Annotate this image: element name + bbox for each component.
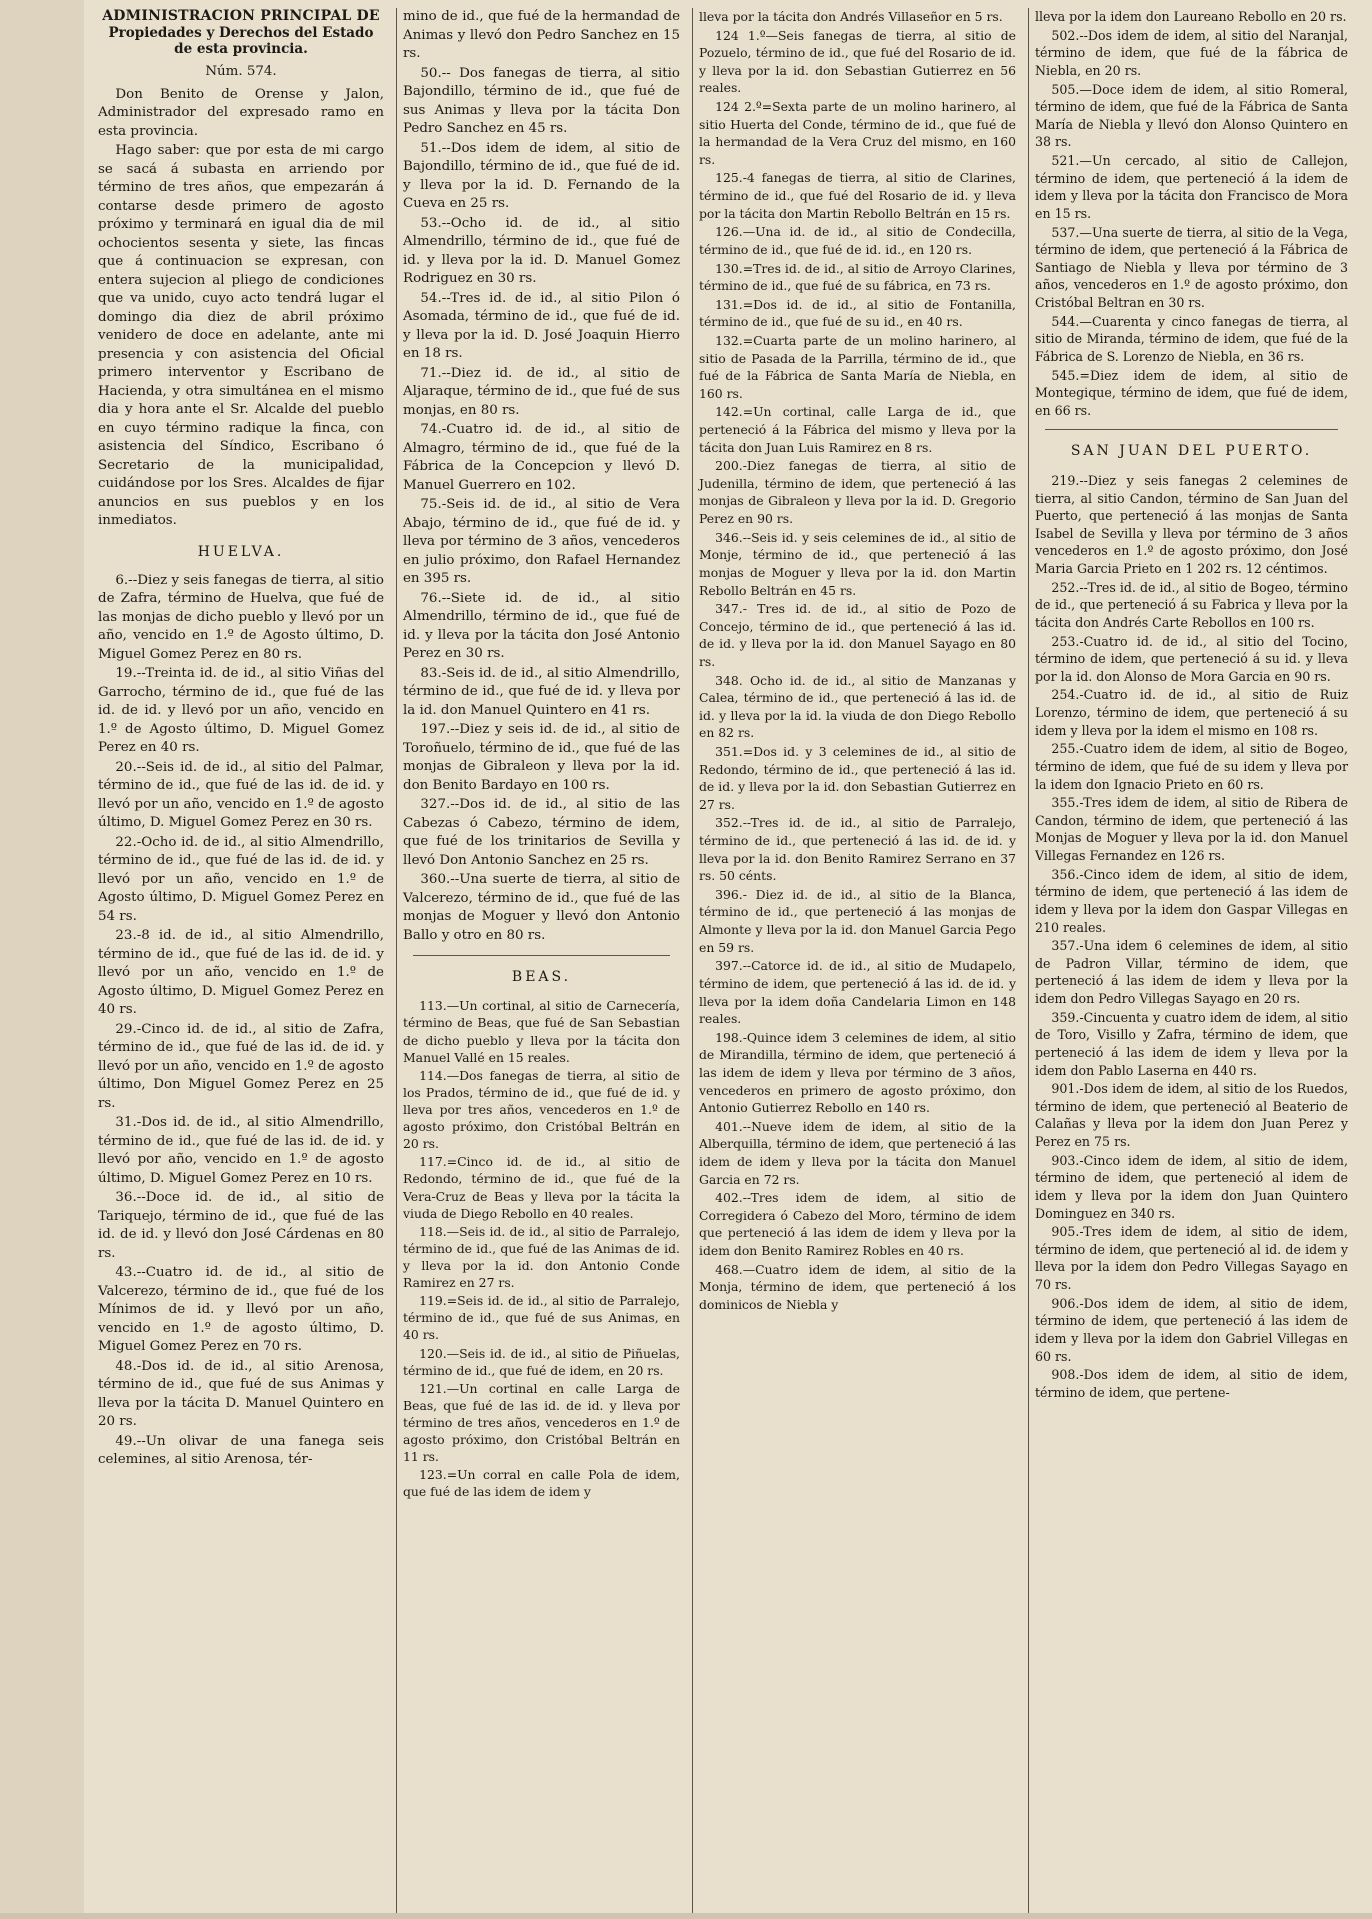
column-1 (92, 8, 390, 1913)
property-entry: 521.—Un cercado, al sitio de Callejon, término de idem, que perteneció á la idem de idem y lleva por la tácita don Francisco de Mora en 15 rs. (1035, 153, 1348, 221)
property-entry: 252.--Tres id. de id., al sitio de Bogeo, término de id., que perteneció á su Fabrica y lleva por la tácita don Andrés Carte Rebollos en 100 rs. (1035, 579, 1348, 630)
property-entry: 544.—Cuarenta y cinco fanegas de tierra, al sitio de Miranda, término de idem, que fué de la Fábrica de S. Lorenzo de Niebla, en 36 rs. (1035, 313, 1348, 364)
column-3 (692, 8, 1022, 1913)
property-entry: 74.-Cuatro id. de id., al sitio de Almagro, término de id., que fué de la Fábrica de la Concepcion y llevó D. Manuel Guerrero en 102. (403, 422, 680, 493)
property-entry: 36.--Doce id. de id., al sitio de Tariquejo, término de id., que fué de las id. de id. y llevó don José Cárdenas en 80 rs. (98, 1190, 384, 1261)
property-entry: 29.-Cinco id. de id., al sitio de Zafra, término de id., que fué de las id. de id. y llevó por un año, vencido en 1.º de agosto último, Don Miguel Gomez Perez en 25 rs. (98, 1021, 384, 1111)
property-entry: 360.--Una suerte de tierra, al sitio de Valcerezo, término de id., que fué de las monjas de Moguer y llevó don Antonio Ballo y otro en 80 rs. (403, 872, 680, 943)
property-entry: 119.=Seis id. de id., al sitio de Parralejo, término de id., que fué de sus Animas, en 40 rs. (403, 1293, 680, 1343)
property-entry: 125.-4 fanegas de tierra, al sitio de Clarines, término de id., que fué del Rosario de id. y lleva por la tácita don Martin Rebollo Beltrán en 15 rs. (699, 170, 1016, 221)
property-entry: 537.—Una suerte de tierra, al sitio de la Vega, término de idem, que perteneció á la Fábrica de Santiago de Niebla y lleva por término de 3 años, vencederos en 1.º de agosto próximo, don Cristóbal Beltran en 30 rs. (1035, 224, 1348, 310)
column-4 (1028, 8, 1354, 1913)
property-entry: 6.--Diez y seis fanegas de tierra, al sitio de Zafra, término de Huelva, que fué de las monjas de dicho pueblo y llevó por un año, vencido en 1.º de Agosto último, D. Miguel Gomez Perez en 80 rs. (98, 572, 384, 662)
property-entry: 908.-Dos idem de idem, al sitio de idem, término de idem, que pertene- (1035, 1367, 1348, 1400)
property-entry: 545.=Diez idem de idem, al sitio de Montegique, término de idem, que fué de idem, en 66 rs. (1035, 367, 1348, 418)
page-left-margin (0, 0, 84, 1919)
property-entry: 124 2.º=Sexta parte de un molino harinero, al sitio Huerta del Conde, término de id., que fué de la hermandad de la Vera Cruz del mismo, en 160 rs. (699, 99, 1016, 167)
property-entry: 253.-Cuatro id. de id., al sitio del Tocino, término de idem, que perteneció á su id. y lleva por la id. don Alonso de Mora Garcia en 90 rs. (1035, 633, 1348, 684)
property-entry: 22.-Ocho id. de id., al sitio Almendrillo, término de id., que fué de las id. de id. y llevó por un año, vencido en 1.º de Agosto último, D. Miguel Gomez Perez en 54 rs. (98, 834, 384, 924)
property-entry: 118.—Seis id. de id., al sitio de Parralejo, término de id., que fué de las Animas de id. y lleva por la id. don Antonio Conde Ramirez en 27 rs. (403, 1223, 680, 1291)
property-entry: 505.—Doce idem de idem, al sitio Romeral, término de idem, que fué de la Fábrica de Santa María de Niebla y llevó don Alonso Quintero en 38 rs. (1035, 81, 1348, 150)
property-entry: 48.-Dos id. de id., al sitio Arenosa, término de id., que fué de sus Animas y lleva por la tácita D. Manuel Quintero en 20 rs. (98, 1358, 384, 1430)
property-entry: 197.--Diez y seis id. de id., al sitio de Toroñuelo, término de id., que fué de las monjas de Gibraleon y lleva por la id. don Benito Bardayo en 100 rs. (403, 722, 680, 793)
property-entry: mino de id., que fué de la hermandad de Animas y llevó don Pedro Sanchez en 15 rs. (403, 9, 680, 61)
property-entry: 397.--Catorce id. de id., al sitio de Mudapelo, término de idem, que perteneció á las id. de id. y lleva por la idem doña Candelaria Limon en 148 reales. (699, 958, 1016, 1027)
property-entry: 132.=Cuarta parte de un molino harinero, al sitio de Pasada de la Parrilla, término de id., que fué de la Fábrica de Santa María de Niebla, en 160 rs. (699, 332, 1016, 401)
section-divider (413, 955, 670, 956)
property-entry: 396.- Diez id. de id., al sitio de la Blanca, término de id., que perteneció á las monjas de Almonte y lleva por la id. don Manuel Garcia Pego en 59 rs. (699, 886, 1016, 955)
property-entry: 113.—Un cortinal, al sitio de Carnecería, término de Beas, que fué de San Sebastian de dicho pueblo y lleva por la tácita don Manuel Vallé en 15 reales. (403, 998, 680, 1065)
section-title-beas: BEAS. (511, 969, 572, 985)
property-entry: 83.-Seis id. de id., al sitio Almendrillo, término de id., que fué de id. y lleva por la id. don Manuel Quintero en 41 rs. (403, 665, 680, 718)
property-entry: 53.--Ocho id. de id., al sitio Almendrillo, término de id., que fué de id. y lleva por la id. D. Manuel Gomez Rodriguez en 30 rs. (403, 215, 680, 286)
property-entry: 126.—Una id. de id., al sitio de Condecilla, término de id., que fué de id. id., en 120 rs. (699, 224, 1016, 257)
property-entry: 352.--Tres id. de id., al sitio de Parralejo, término de id., que perteneció á las id. de id. y lleva por la id. don Benito Ramirez Serrano en 37 rs. 50 cénts. (699, 815, 1016, 884)
property-entry: 359.-Cincuenta y cuatro idem de idem, al sitio de Toro, Visillo y Zafra, término de idem, que perteneció á las idem de idem y lleva por la idem don Pablo Laserna en 440 rs. (1035, 1009, 1348, 1078)
property-entry: 198.-Quince idem 3 celemines de idem, al sitio de Mirandilla, término de idem, que perteneció á las idem de idem y lleva por término de 3 años, vencederos en primero de agosto próximo, don Antonio Gutierrez Rebollo en 140 rs. (699, 1029, 1016, 1116)
notice-number: Núm. 574. (205, 64, 277, 80)
section-title-san-juan: SAN JUAN DEL PUERTO. (1070, 443, 1313, 460)
property-entry: 502.--Dos idem de idem, al sitio del Naranjal, término de idem, que fué de la fábrica de Niebla, en 20 rs. (1035, 27, 1348, 78)
header-line-1: ADMINISTRACION PRINCIPAL DE (102, 8, 380, 24)
property-entry: 121.—Un cortinal en calle Larga de Beas, que fué de las id. de id. y lleva por término de tres años, vencederos en 1.º de agosto próximo, don Cristóbal Beltrán en 11 rs. (403, 1380, 680, 1465)
property-entry: 903.-Cinco idem de idem, al sitio de idem, término de idem, que perteneció al idem de idem y lleva por la idem don Juan Quintero Dominguez en 340 rs. (1035, 1152, 1348, 1221)
intro-paragraph: Hago saber: que por esta de mi cargo se sacá á subasta en arriendo por término de tres años, que empezarán á contarse desde primero de agosto próximo y terminará en igual dia de mil ochocientos sesenta y siete, las fincas que á continuacion se expresan, con entera sujecion al pliego de condiciones que va unido, cuyo acto tendrá lugar el domingo dia diez de abril próximo venidero de doce en adelante, ante mi presencia y con asistencia del Oficial primero interventor y Escribano de Hacienda, y otra simultánea en el mismo dia y hora ante el Sr. Alcalde del pueblo en cuyo término radique la finca, con asistencia del Síndico, Escribano ó Secretario de la municipalidad, cuidándose por los Sres. Alcaldes de fijar anuncios en sus pueblos y en los inmediatos. (98, 143, 384, 529)
property-entry: 20.--Seis id. de id., al sitio del Palmar, término de id., que fué de las id. de id. y llevó por un año, vencido en 1.º de agosto último, D. Miguel Gomez Perez en 30 rs. (98, 759, 384, 831)
property-entry: 255.-Cuatro idem de idem, al sitio de Bogeo, término de idem, que fué de su idem y lleva por la idem don Ignacio Prieto en 60 rs. (1035, 741, 1348, 792)
property-entry: 219.--Diez y seis fanegas 2 celemines de tierra, al sitio Candon, término de San Juan del Puerto, que perteneció á las monjas de Santa Isabel de Sevilla y lleva por término de 3 años vencederos en 1.º de agosto próximo, don José Maria Garcia Prieto en 1 202 rs. 12 céntimos. (1035, 472, 1348, 577)
property-entry: 117.=Cinco id. de id., al sitio de Redondo, término de id., que fué de la Vera-Cruz de Beas y lleva por la tácita la viuda de Diego Rebollo en 40 reales. (403, 1154, 680, 1221)
property-entry: 131.=Dos id. de id., al sitio de Fontanilla, término de id., que fué de su id., en 40 rs. (699, 296, 1016, 330)
property-entry: 54.--Tres id. de id., al sitio Pilon ó Asomada, término de id., que fué de id. y lleva por la id. D. José Joaquin Hierro en 18 rs. (403, 290, 680, 361)
property-entry: 347.- Tres id. de id., al sitio de Pozo de Concejo, término de id., que perteneció á las id. de id. y lleva por la id. don Manuel Sayago en 80 rs. (699, 601, 1016, 669)
property-entry: 356.-Cinco idem de idem, al sitio de idem, término de idem, que perteneció á las idem de idem y lleva por la idem don Gaspar Villegas en 210 reales. (1035, 866, 1348, 935)
section-divider (1045, 429, 1338, 430)
property-entry: 346.--Seis id. y seis celemines de id., al sitio de Monje, término de id., que perteneció á las monjas de Moguer y lleva por la id. don Martin Rebollo Beltrán en 45 rs. (699, 529, 1016, 598)
property-entry: 351.=Dos id. y 3 celemines de id., al sitio de Redondo, término de id., que perteneció á las id. de id. y lleva por la id. don Sebastian Gutierrez en 27 rs. (699, 743, 1016, 812)
property-entry: 357.-Una idem 6 celemines de idem, al sitio de Padron Villar, término de idem, que perteneció á las idem de idem y lleva por la idem don Pedro Villegas Sayago en 20 rs. (1035, 938, 1348, 1007)
intro-paragraph: Don Benito de Orense y Jalon, Administrador del expresado ramo en esta provincia. (98, 86, 384, 139)
property-entry: 114.—Dos fanegas de tierra, al sitio de los Prados, término de id., que fué de id. y lleva por tres años, vencederos en 1.º de agosto próximo, don Cristóbal Beltrán en 20 rs. (403, 1067, 680, 1152)
property-entry: 76.--Siete id. de id., al sitio Almendrillo, término de id., que fué de id. y lleva por la tácita don José Antonio Perez en 30 rs. (403, 590, 680, 661)
property-entry: 31.-Dos id. de id., al sitio Almendrillo, término de id., que fué de las id. de id. y llevó por año, vencido en 1.º de agosto último, D. Miguel Gomez Perez en 10 rs. (98, 1115, 384, 1186)
property-entry: 905.-Tres idem de idem, al sitio de idem, término de idem, que perteneció al id. de idem y lleva por la idem don Pedro Villegas Sayago en 70 rs. (1035, 1224, 1348, 1293)
section-title-huelva: HUELVA. (197, 543, 285, 560)
property-entry: 75.-Seis id. de id., al sitio de Vera Abajo, término de id., que fué de id. y lleva por término de 3 años, vencederos en julio próximo, don Rafael Hernandez en 395 rs. (403, 497, 680, 586)
property-entry: 19.--Treinta id. de id., al sitio Viñas del Garrocho, término de id., que fué de las id. de id. y llevó por un año, vencido en 1.º de Agosto último, D. Miguel Gomez Perez en 40 rs. (98, 666, 384, 756)
property-entry: 43.--Cuatro id. de id., al sitio de Valcerezo, término de id., que fué de los Mínimos de id. y llevó por un año, vencido en 1.º de agosto último, D. Miguel Gomez Perez en 70 rs. (98, 1265, 384, 1355)
property-entry: 51.--Dos idem de idem, al sitio de Bajondillo, término de id., que fué de id. y lleva por la id. D. Fernando de la Cueva en 25 rs. (403, 140, 680, 211)
property-entry: 130.=Tres id. de id., al sitio de Arroyo Clarines, término de id., que fué de su fábrica, en 73 rs. (699, 260, 1016, 294)
property-entry: 901.-Dos idem de idem, al sitio de los Ruedos, término de idem, que perteneció al Beaterio de Calañas y lleva por la idem don Juan Perez y Perez en 75 rs. (1035, 1081, 1348, 1150)
property-entry: 124 1.º—Seis fanegas de tierra, al sitio de Pozuelo, término de id., que fué del Rosario de id. y lleva por la id. don Sebastian Gutierrez en 56 reales. (699, 27, 1016, 96)
property-entry: 402.--Tres idem de idem, al sitio de Corregidera ó Cabezo del Moro, término de idem que perteneció á las idem de idem y lleva por la idem don Benito Ramirez Robles en 40 rs. (699, 1190, 1016, 1259)
property-entry: 49.--Un olivar de una fanega seis celemines, al sitio Arenosa, tér- (98, 1433, 384, 1468)
property-entry: 142.=Un cortinal, calle Larga de id., que perteneció á la Fábrica del mismo y lleva por la tácita don Juan Luis Ramirez en 8 rs. (699, 404, 1016, 455)
header-line-3: de esta provincia. (174, 40, 308, 57)
property-entry: 355.-Tres idem de idem, al sitio de Ribera de Candon, término de idem, que perteneció á las Monjas de Moguer y lleva por la id. don Manuel Villegas Fernandez en 126 rs. (1035, 795, 1348, 864)
property-entry: 906.-Dos idem de idem, al sitio de idem, término de idem, que perteneció á las idem de idem y lleva por la idem don Gabriel Villegas en 60 rs. (1035, 1295, 1348, 1364)
property-entry: 254.-Cuatro id. de id., al sitio de Ruiz Lorenzo, término de idem, que perteneció á su idem y lleva por la idem el mismo en 108 rs. (1035, 687, 1348, 738)
property-entry: 123.=Un corral en calle Pola de idem, que fué de las idem de idem y (403, 1467, 680, 1500)
property-entry: 468.—Cuatro idem de idem, al sitio de la Monja, término de idem, que perteneció á los dominicos de Niebla y (699, 1261, 1016, 1312)
column-2 (396, 8, 686, 1913)
header-line-2: Propiedades y Derechos del Estado (108, 24, 374, 41)
property-entry: lleva por la tácita don Andrés Villaseñor en 5 rs. (699, 9, 1003, 24)
property-entry: 23.-8 id. de id., al sitio Almendrillo, término de id., que fué de las id. de id. y llevó por un año, vencido en 1.º de Agosto último, D. Miguel Gomez Perez en 40 rs. (98, 928, 384, 1018)
property-entry: 327.--Dos id. de id., al sitio de las Cabezas ó Cabezo, término de idem, que fué de los trinitarios de Sevilla y llevó Don Antonio Sanchez en 25 rs. (403, 797, 680, 868)
property-entry: lleva por la idem don Laureano Rebollo en 20 rs. (1035, 9, 1347, 24)
property-entry: 50.-- Dos fanegas de tierra, al sitio Bajondillo, término de id., que fué de sus Animas y lleva por la tácita Don Pedro Sanchez en 45 rs. (403, 65, 680, 136)
page-bottom-edge (0, 1913, 1372, 1919)
property-entry: 401.--Nueve idem de idem, al sitio de la Alberquilla, término de idem, que perteneció á las idem de idem y lleva por la tácita don Manuel Garcia en 72 rs. (699, 1118, 1016, 1187)
property-entry: 348. Ocho id. de id., al sitio de Manzanas y Calea, término de id., que perteneció á las id. de id. y lleva por la id. la viuda de don Diego Rebollo en 82 rs. (699, 672, 1016, 741)
notice-header (98, 8, 384, 57)
property-entry: 120.—Seis id. de id., al sitio de Piñuelas, término de id., que fué de idem, en 20 rs. (403, 1345, 680, 1378)
property-entry: 200.-Diez fanegas de tierra, al sitio de Judenilla, término de idem, que perteneció á las monjas de Gibraleon y lleva por la id. D. Gregorio Perez en 90 rs. (699, 458, 1016, 527)
property-entry: 71.--Diez id. de id., al sitio de Aljaraque, término de id., que fué de sus monjas, en 80 rs. (403, 365, 680, 418)
